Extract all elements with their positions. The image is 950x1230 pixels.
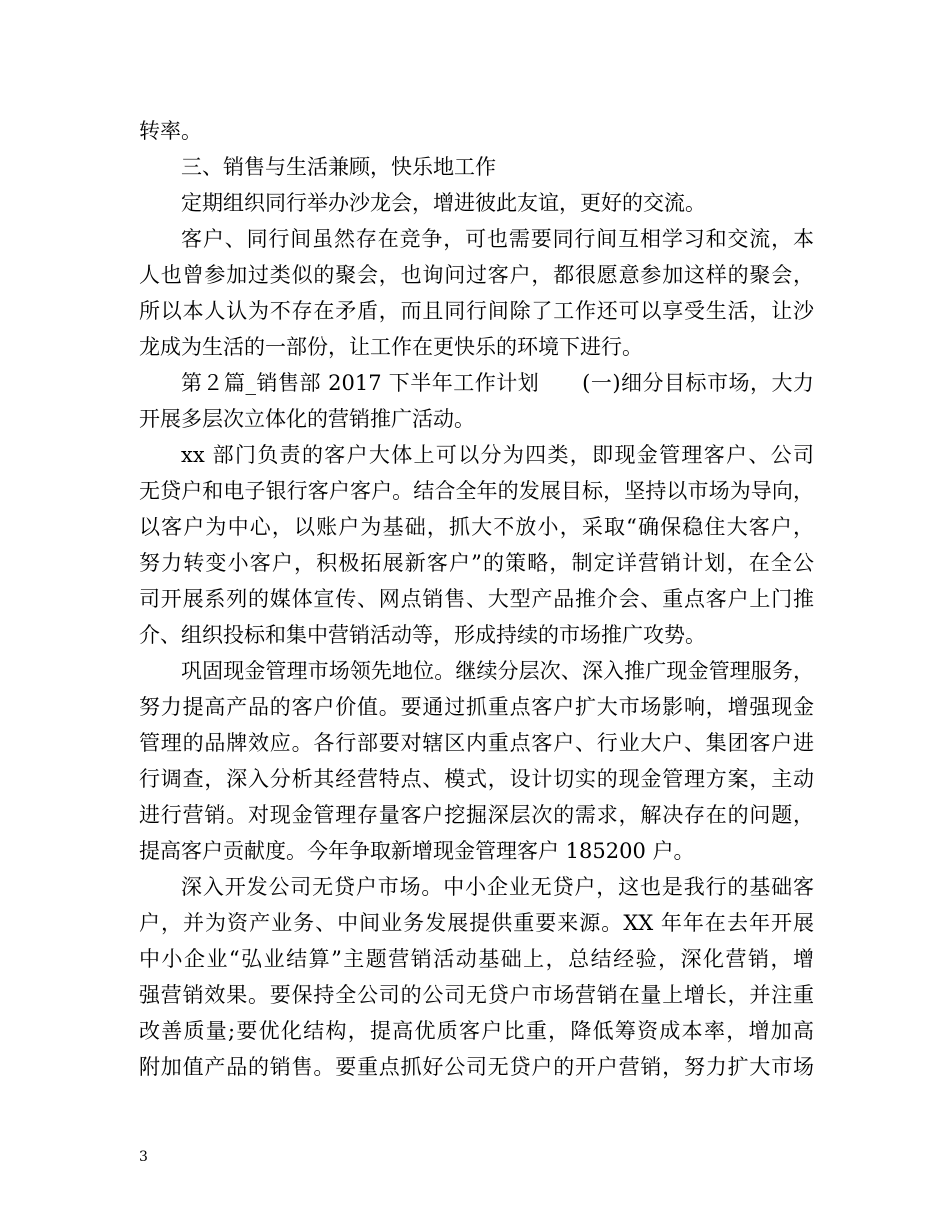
text-line: 客户、同行间虽然存在竞争，可也需要同行间互相学习和交流，本 bbox=[181, 227, 814, 251]
text-line: 龙成为生活的一部份，让工作在更快乐的环境下进行。 bbox=[139, 335, 643, 359]
text-line: xx 部门负责的客户大体上可以分为四类，即现金管理客户、公司 bbox=[181, 443, 814, 467]
page-number: 3 bbox=[139, 1149, 148, 1165]
text-line: 改善质量;要优化结构，提高优质客户比重，降低筹资成本率，增加高 bbox=[139, 1019, 814, 1043]
text-line: 司开展系列的媒体宣传、网点销售、大型产品推介会、重点客户上门推 bbox=[139, 587, 814, 611]
text-line: 介、组织投标和集中营销活动等，形成持续的市场推广攻势。 bbox=[139, 623, 706, 647]
text-line: 进行营销。对现金管理存量客户挖掘深层次的需求，解决存在的问题， bbox=[139, 803, 814, 827]
text-line: 中小企业“弘业结算”主题营销活动基础上，总结经验，深化营销，增 bbox=[139, 947, 814, 971]
text-line: 附加值产品的销售。要重点抓好公司无贷户的开户营销，努力扩大市场 bbox=[139, 1055, 814, 1079]
text-line: 以客户为中心，以账户为基础，抓大不放小，采取“确保稳住大客户， bbox=[139, 515, 814, 539]
text-line: 行调查，深入分析其经营特点、模式，设计切实的现金管理方案，主动 bbox=[139, 767, 814, 791]
text-line: 第２篇_销售部 2017 下半年工作计划 (一)细分目标市场，大力 bbox=[181, 371, 814, 395]
text-line: 定期组织同行举办沙龙会，增进彼此友谊，更好的交流。 bbox=[181, 191, 706, 215]
text-line: 无贷户和电子银行客户客户。结合全年的发展目标，坚持以市场为导向， bbox=[139, 479, 814, 503]
text-line: 努力转变小客户，积极拓展新客户”的策略，制定详营销计划，在全公 bbox=[139, 551, 814, 575]
text-line: 巩固现金管理市场领先地位。继续分层次、深入推广现金管理服务， bbox=[181, 659, 814, 683]
text-line: 开展多层次立体化的营销推广活动。 bbox=[139, 407, 475, 431]
text-line: 深入开发公司无贷户市场。中小企业无贷户，这也是我行的基础客 bbox=[181, 875, 814, 899]
text-line: 转率。 bbox=[139, 119, 202, 143]
text-line: 户，并为资产业务、中间业务发展提供重要来源。XX 年年在去年开展 bbox=[139, 911, 814, 935]
text-line: 人也曾参加过类似的聚会，也询问过客户，都很愿意参加这样的聚会， bbox=[139, 263, 814, 287]
text-line: 管理的品牌效应。各行部要对辖区内重点客户、行业大户、集团客户进 bbox=[139, 731, 814, 755]
text-line: 提高客户贡献度。今年争取新增现金管理客户 185200 户。 bbox=[139, 839, 695, 863]
text-line: 强营销效果。要保持全公司的公司无贷户市场营销在量上增长，并注重 bbox=[139, 983, 814, 1007]
text-line: 所以本人认为不存在矛盾，而且同行间除了工作还可以享受生活，让沙 bbox=[139, 299, 814, 323]
text-line: 努力提高产品的客户价值。要通过抓重点客户扩大市场影响，增强现金 bbox=[139, 695, 814, 719]
text-line: 三、销售与生活兼顾，快乐地工作 bbox=[181, 155, 496, 179]
body-text bbox=[139, 113, 814, 1085]
